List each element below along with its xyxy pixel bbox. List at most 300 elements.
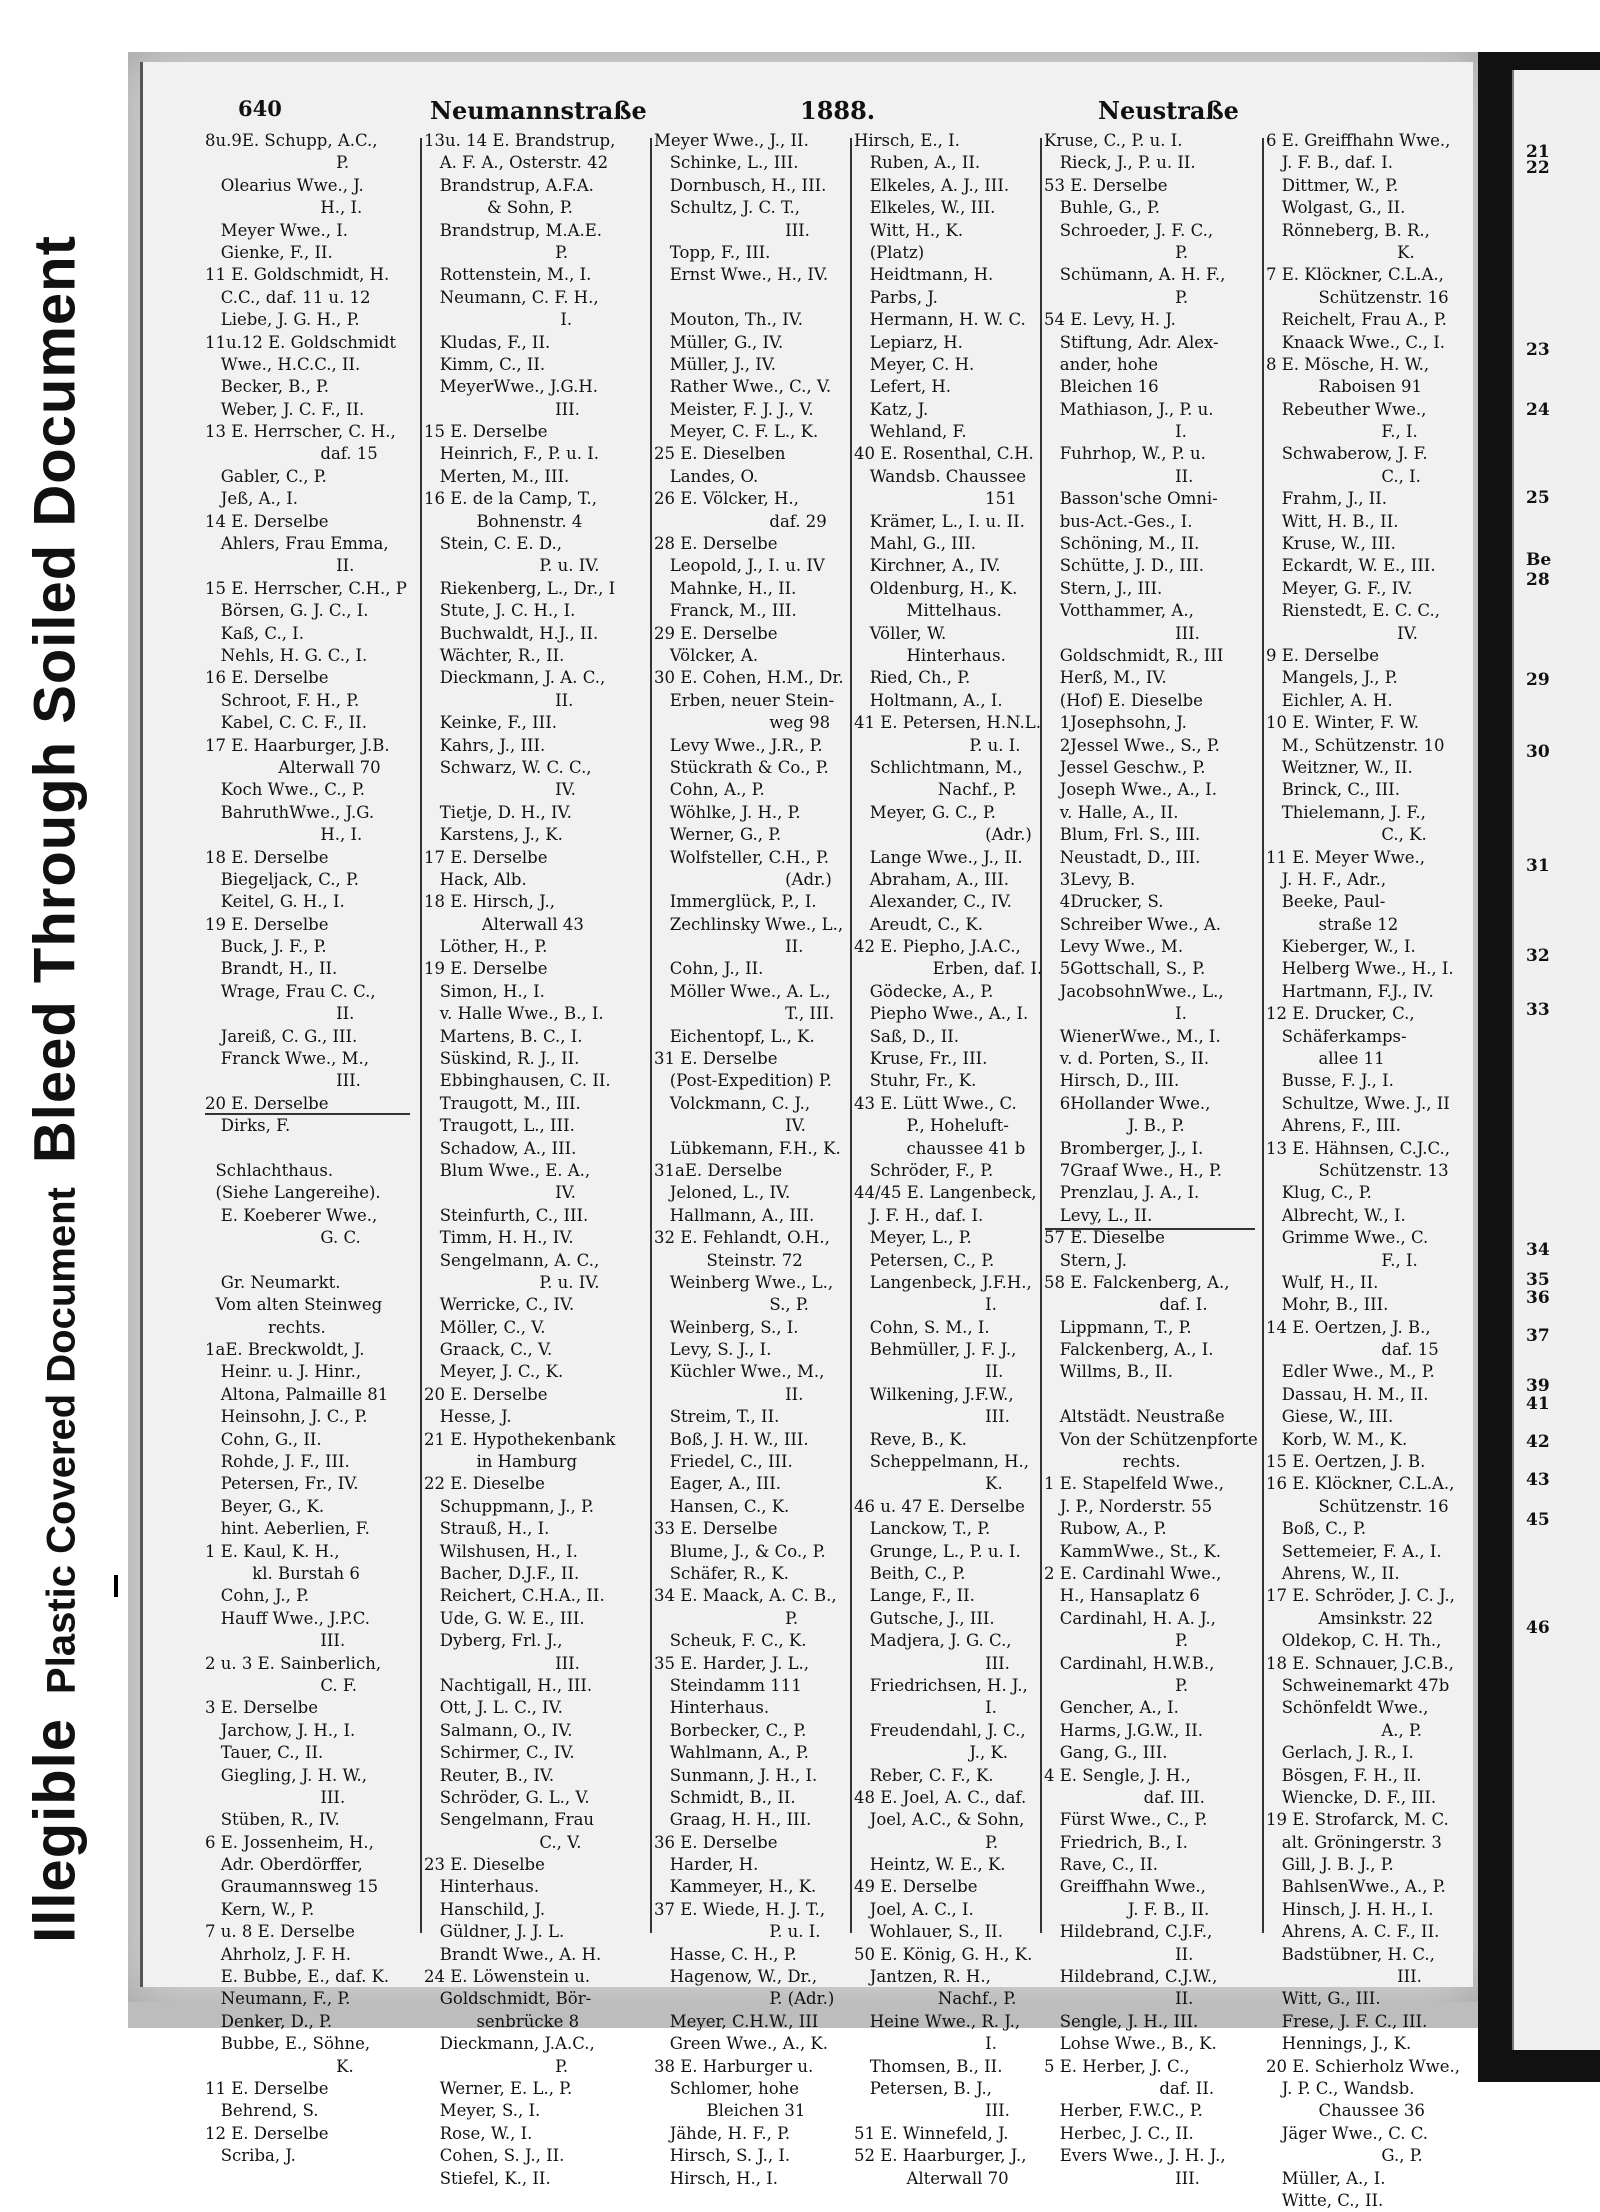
directory-entry: Schweinemarkt 47b bbox=[1266, 1675, 1450, 1695]
directory-entry: 16 E. Klöckner, C.L.A., bbox=[1266, 1474, 1455, 1494]
directory-entry: Holtmann, A., I. bbox=[854, 690, 1003, 710]
directory-entry: Schäfer, R., K. bbox=[654, 1564, 789, 1583]
directory-entry: Meyer, S., I. bbox=[424, 2101, 541, 2121]
directory-entry: Ahrens, W., II. bbox=[1266, 1564, 1400, 1583]
directory-entry: 18 E. Derselbe bbox=[205, 847, 329, 867]
directory-entry: Schlachthaus. bbox=[205, 1160, 334, 1180]
directory-entry: Rave, C., II. bbox=[1044, 1855, 1159, 1875]
directory-entry: Kieberger, W., I. bbox=[1266, 937, 1416, 957]
directory-entry: Löther, H., P. bbox=[424, 937, 548, 957]
directory-entry: II. bbox=[424, 690, 574, 710]
directory-entry: Krämer, L., I. u. II. bbox=[854, 511, 1025, 531]
directory-entry: Jähde, H. F., P. bbox=[654, 2123, 791, 2143]
directory-entry: 4 E. Sengle, J. H., bbox=[1044, 1765, 1191, 1785]
directory-entry: Joel, A. C., I. bbox=[854, 1899, 974, 1919]
directory-entry: H., Hansaplatz 6 bbox=[1044, 1586, 1200, 1606]
directory-entry: Petersen, Fr., IV. bbox=[205, 1474, 359, 1494]
directory-entry: 2Jessel Wwe., S., P. bbox=[1044, 735, 1220, 755]
directory-entry: Heidtmann, H. bbox=[854, 265, 994, 285]
directory-entry: Schirmer, C., IV. bbox=[424, 1743, 575, 1763]
directory-entry: Hinterhaus. bbox=[654, 1698, 770, 1718]
directory-entry: Ude, G. W. E., III. bbox=[424, 1608, 585, 1628]
directory-entry: Kirchner, A., IV. bbox=[854, 556, 1001, 576]
directory-entry: 12 E. Drucker, C., bbox=[1266, 1004, 1415, 1024]
directory-entry: Meyer, C. H. bbox=[854, 354, 975, 374]
directory-entry: Goldschmidt, Bör- bbox=[424, 1989, 592, 2009]
directory-entry: hint. Aeberlien, F. bbox=[205, 1519, 370, 1539]
directory-entry: Cohn, J., II. bbox=[654, 959, 764, 979]
directory-entry: Alexander, C., IV. bbox=[854, 892, 1012, 912]
directory-entry: Werner, G., P. bbox=[654, 825, 782, 845]
directory-entry: Lefert, H. bbox=[854, 377, 951, 397]
adjacent-page-number: 37 bbox=[1526, 1326, 1550, 1346]
directory-entry: Steindamm 111 bbox=[654, 1675, 802, 1695]
directory-entry: daf. 29 bbox=[654, 511, 827, 531]
directory-entry: I. bbox=[424, 310, 573, 330]
directory-entry: 3 E. Derselbe bbox=[205, 1698, 318, 1718]
directory-entry: Gutsche, J., III. bbox=[854, 1608, 995, 1628]
directory-entry: Langenbeck, J.F.H., bbox=[854, 1272, 1032, 1292]
directory-entry: Dieckmann, J. A. C., bbox=[424, 668, 606, 688]
directory-entry: Hirsch, S. J., I. bbox=[654, 2146, 791, 2166]
directory-entry: Gr. Neumarkt. bbox=[205, 1272, 341, 1292]
directory-entry: Denker, D., P. bbox=[205, 2011, 333, 2031]
directory-entry: Schöning, M., II. bbox=[1044, 534, 1200, 554]
directory-entry: Jareiß, C. G., III. bbox=[205, 1026, 358, 1046]
directory-entry: Herß, M., IV. bbox=[1044, 668, 1167, 688]
directory-entry: Oldenburg, H., K. bbox=[854, 578, 1018, 598]
illegible-label: Illegible bbox=[22, 1717, 88, 1943]
directory-entry: Madjera, J. G. C., bbox=[854, 1631, 1012, 1651]
directory-entry: C.C., daf. 11 u. 12 bbox=[205, 287, 371, 307]
directory-entry: Bösgen, F. H., II. bbox=[1266, 1765, 1422, 1785]
adjacent-page-number: 34 bbox=[1526, 1240, 1550, 1260]
directory-entry: Harder, H. bbox=[654, 1855, 759, 1875]
directory-entry: Wrage, Frau C. C., bbox=[205, 981, 376, 1001]
directory-entry: Frese, J. F. C., III. bbox=[1266, 2011, 1428, 2031]
directory-entry: Heinsohn, J. C., P. bbox=[205, 1407, 368, 1427]
directory-entry: Cohn, A., P. bbox=[654, 780, 765, 800]
directory-entry: Tietje, D. H., IV. bbox=[424, 802, 572, 822]
directory-entry: Martens, B. C., I. bbox=[424, 1026, 583, 1046]
directory-entry: 5Gottschall, S., P. bbox=[1044, 959, 1206, 979]
directory-entry: III. bbox=[424, 399, 580, 419]
directory-entry: Vom alten Steinweg bbox=[205, 1295, 383, 1315]
directory-entry: Simon, H., I. bbox=[424, 981, 545, 1001]
adjacent-page-number: 29 bbox=[1526, 670, 1550, 690]
directory-entry: Stute, J. C. H., I. bbox=[424, 601, 576, 621]
directory-entry: Beith, C., P. bbox=[854, 1564, 966, 1583]
directory-entry: WienerWwe., M., I. bbox=[1044, 1026, 1221, 1046]
directory-entry: J. H. F., Adr., bbox=[1266, 869, 1387, 889]
directory-entry: 8u.9E. Schupp, A.C., bbox=[205, 131, 378, 150]
directory-entry: Lohse Wwe., B., K. bbox=[1044, 2034, 1217, 2054]
directory-entry: 20 E. Derselbe bbox=[205, 1093, 329, 1113]
year-heading: 1888. bbox=[800, 96, 876, 125]
directory-entry: Schultze, Wwe. J., II bbox=[1266, 1093, 1450, 1113]
directory-entry: Wehland, F. bbox=[854, 422, 967, 442]
directory-entry: (Platz) bbox=[854, 242, 925, 262]
directory-entry: Graumannsweg 15 bbox=[205, 1877, 379, 1897]
directory-entry: Stern, J. bbox=[1044, 1250, 1128, 1270]
directory-entry: Nachtigall, H., III. bbox=[424, 1675, 593, 1695]
directory-entry: Piepho Wwe., A., I. bbox=[854, 1004, 1029, 1024]
directory-entry: Steinfurth, C., III. bbox=[424, 1205, 589, 1225]
directory-entry: Bromberger, J., I. bbox=[1044, 1138, 1204, 1158]
directory-entry: E. Koeberer Wwe., bbox=[205, 1205, 378, 1225]
directory-entry: Schinke, L., III. bbox=[654, 153, 799, 173]
directory-entry: Mouton, Th., IV. bbox=[654, 310, 804, 330]
directory-entry: Mathiason, J., P. u. bbox=[1044, 399, 1214, 419]
directory-entry: 13 E. Hähnsen, C.J.C., bbox=[1266, 1138, 1450, 1158]
directory-entry: Sengelmann, Frau bbox=[424, 1810, 595, 1830]
directory-entry: Stückrath & Co., P. bbox=[654, 757, 829, 777]
directory-entry: 11 E. Meyer Wwe., bbox=[1266, 847, 1425, 867]
directory-entry: P. bbox=[1044, 242, 1189, 262]
directory-entry: Erben, daf. I. bbox=[854, 959, 1043, 979]
directory-entry: J. P., Norderstr. 55 bbox=[1044, 1496, 1213, 1516]
directory-entry: Schultz, J. C. T., bbox=[654, 198, 801, 218]
directory-entry: Schützenstr. 16 bbox=[1266, 287, 1449, 307]
directory-entry: Wilshusen, H., I. bbox=[424, 1541, 578, 1561]
directory-entry: Buhle, G., P. bbox=[1044, 198, 1160, 218]
directory-entry: 30 E. Cohen, H.M., Dr. bbox=[654, 668, 844, 688]
directory-entry: Jeloned, L., IV. bbox=[654, 1183, 791, 1203]
directory-entry: Rather Wwe., C., V. bbox=[654, 377, 832, 397]
directory-entry: Olearius Wwe., J. bbox=[205, 175, 364, 195]
directory-entry: 5 E. Herber, J. C., bbox=[1044, 2056, 1190, 2076]
directory-entry: Güldner, J. J. L. bbox=[424, 1922, 565, 1942]
directory-entry: Reichelt, Frau A., P. bbox=[1266, 310, 1447, 330]
directory-entry: Schadow, A., III. bbox=[424, 1138, 577, 1158]
directory-entry: Buchwaldt, H.J., II. bbox=[424, 623, 599, 643]
directory-entry: Willms, B., II. bbox=[1044, 1362, 1173, 1382]
directory-entry: Rottenstein, M., I. bbox=[424, 265, 592, 285]
directory-entry: daf. 15 bbox=[205, 444, 378, 464]
directory-entry: 4Drucker, S. bbox=[1044, 892, 1164, 912]
directory-entry: Ernst Wwe., H., IV. bbox=[654, 265, 829, 285]
directory-entry: Ahrens, F., III. bbox=[1266, 1116, 1401, 1136]
directory-entry: Heine Wwe., R. J., bbox=[854, 2011, 1021, 2031]
directory-entry: Raboisen 91 bbox=[1266, 377, 1422, 397]
directory-entry: 6Hollander Wwe., bbox=[1044, 1093, 1211, 1113]
directory-entry: senbrücke 8 bbox=[424, 2011, 580, 2031]
directory-entry: Gang, G., III. bbox=[1044, 1743, 1168, 1763]
directory-entry: 14 E. Oertzen, J. B., bbox=[1266, 1317, 1431, 1337]
directory-entry: Borbecker, C., P. bbox=[654, 1720, 807, 1740]
adjacent-page-number: 43 bbox=[1526, 1470, 1550, 1490]
directory-entry: K. bbox=[1266, 242, 1415, 262]
directory-entry: Wilkening, J.F.W., bbox=[854, 1384, 1014, 1404]
directory-entry: Hasse, C. H., P. bbox=[654, 1944, 797, 1964]
directory-entry: Cohn, J., P. bbox=[205, 1586, 310, 1606]
directory-entry: Basson'sche Omni- bbox=[1044, 489, 1218, 509]
directory-entry: 33 E. Derselbe bbox=[654, 1519, 778, 1539]
directory-entry: Wolgast, G., II. bbox=[1266, 198, 1406, 218]
directory-entry: Boß, C., P. bbox=[1266, 1519, 1367, 1539]
directory-entry: Schreiber Wwe., A. bbox=[1044, 914, 1222, 934]
adjacent-page-number: 24 bbox=[1526, 400, 1550, 420]
directory-entry: Volckmann, C. J., bbox=[654, 1093, 811, 1113]
directory-entry: Gill, J. B. J., P. bbox=[1266, 1855, 1394, 1875]
directory-entry: Schütte, J. D., III. bbox=[1044, 556, 1205, 576]
directory-entry: 15 E. Herrscher, C.H., P bbox=[205, 578, 407, 598]
directory-entry: Ahlers, Frau Emma, bbox=[205, 534, 389, 554]
directory-entry: MeyerWwe., J.G.H. bbox=[424, 377, 598, 397]
directory-entry: J., K. bbox=[854, 1743, 1009, 1763]
directory-entry: Buck, J. F., P. bbox=[205, 937, 327, 957]
directory-entry: Blum, Frl. S., III. bbox=[1044, 825, 1201, 845]
directory-entry: 34 E. Maack, A. C. B., bbox=[654, 1586, 837, 1606]
directory-entry: Bleichen 16 bbox=[1044, 377, 1159, 397]
directory-entry: 49 E. Derselbe bbox=[854, 1877, 978, 1897]
directory-entry: A. F. A., Osterstr. 42 bbox=[424, 153, 609, 173]
directory-entry: Schuppmann, J., P. bbox=[424, 1496, 594, 1516]
directory-entry bbox=[205, 1138, 407, 1160]
directory-entry: Karstens, J., K. bbox=[424, 825, 563, 845]
directory-entry: 48 E. Joel, A. C., daf. bbox=[854, 1787, 1027, 1807]
directory-entry: Hinterhaus. bbox=[424, 1877, 540, 1897]
adjacent-page-number: Be bbox=[1526, 550, 1552, 570]
directory-entry: Sengelmann, A. C., bbox=[424, 1250, 600, 1270]
directory-entry: Heintz, W. E., K. bbox=[854, 1855, 1006, 1875]
directory-entry: Reve, B., K. bbox=[854, 1429, 967, 1449]
directory-entry: Witt, G., III. bbox=[1266, 1989, 1381, 2009]
directory-entry: Stiefel, K., II. bbox=[424, 2168, 551, 2188]
directory-entry: Korb, W. M., K. bbox=[1266, 1429, 1408, 1449]
directory-entry: E. Bubbe, E., daf. K. bbox=[205, 1967, 390, 1987]
directory-entry: Riekenberg, L., Dr., I bbox=[424, 578, 616, 598]
directory-entry: M., Schützenstr. 10 bbox=[1266, 735, 1445, 755]
directory-entry: weg 98 bbox=[654, 713, 831, 733]
directory-entry: BahruthWwe., J.G. bbox=[205, 802, 375, 822]
directory-entry: Herbec, J. C., II. bbox=[1044, 2123, 1194, 2143]
directory-entry: T., III. bbox=[654, 1004, 835, 1024]
side-label bbox=[0, 0, 110, 2177]
directory-entry: Wächter, R., II. bbox=[424, 645, 565, 665]
directory-entry: 7Graaf Wwe., H., P. bbox=[1044, 1160, 1223, 1180]
directory-entry: bus-Act.-Ges., I. bbox=[1044, 511, 1193, 531]
directory-entry: 54 E. Levy, H. J. bbox=[1044, 310, 1176, 330]
directory-entry: Stiftung, Adr. Alex- bbox=[1044, 332, 1219, 352]
column-5 bbox=[1044, 130, 1258, 2190]
directory-entry: 26 E. Völcker, H., bbox=[654, 489, 799, 509]
directory-entry: 7 u. 8 E. Derselbe bbox=[205, 1922, 355, 1942]
directory-entry: Schröder, F., P. bbox=[854, 1160, 994, 1180]
directory-entry: I. bbox=[854, 2034, 997, 2054]
directory-entry: Prenzlau, J. A., I. bbox=[1044, 1183, 1200, 1203]
directory-entry: 13u. 14 E. Brandstrup, bbox=[424, 131, 616, 150]
directory-entry: Jarchow, J. H., I. bbox=[205, 1720, 356, 1740]
directory-entry: III. bbox=[1044, 2168, 1200, 2188]
directory-entry: Lanckow, T., P. bbox=[854, 1519, 991, 1539]
directory-entry: Mohr, B., III. bbox=[1266, 1295, 1389, 1315]
directory-entry: 17 E. Derselbe bbox=[424, 847, 548, 867]
directory-entry: Nachf., P. bbox=[854, 780, 1017, 800]
directory-entry: Sengle, J. H., III. bbox=[1044, 2011, 1199, 2031]
directory-entry: Rose, W., I. bbox=[424, 2123, 533, 2143]
directory-entry: I. bbox=[1044, 1004, 1187, 1024]
directory-entry: Meyer Wwe., I. bbox=[205, 220, 348, 240]
directory-entry: III. bbox=[1266, 1967, 1422, 1987]
directory-entry: (Post-Expedition) P. bbox=[654, 1071, 832, 1091]
directory-entry: 42 E. Piepho, J.A.C., bbox=[854, 937, 1021, 957]
directory-entry: Cardinahl, H.W.B., bbox=[1044, 1653, 1215, 1673]
directory-entry: Landes, O. bbox=[654, 466, 759, 486]
directory-entry: III. bbox=[205, 1631, 346, 1651]
directory-entry: Lange, F., II. bbox=[854, 1586, 975, 1606]
directory-entry: Edler Wwe., M., P. bbox=[1266, 1362, 1435, 1382]
directory-entry: Levy Wwe., J.R., P. bbox=[654, 735, 823, 755]
directory-entry: Liebe, J. G. H., P. bbox=[205, 310, 360, 330]
directory-entry: P. bbox=[1044, 1631, 1189, 1651]
directory-entry: III. bbox=[1044, 623, 1200, 643]
directory-entry: P. u. I. bbox=[854, 735, 1021, 755]
directory-entry: Altstädt. Neustraße bbox=[1044, 1407, 1225, 1427]
directory-entry: 20 E. Schierholz Wwe., bbox=[1266, 2056, 1460, 2076]
directory-entry: Kruse, W., III. bbox=[1266, 534, 1396, 554]
directory-entry: Ruben, A., II. bbox=[854, 153, 981, 173]
directory-entry: I. bbox=[1044, 422, 1187, 442]
directory-entry: Petersen, B. J., bbox=[854, 2078, 992, 2098]
directory-entry: Wulf, H., II. bbox=[1266, 1272, 1379, 1292]
directory-entry: Süskind, R. J., II. bbox=[424, 1049, 580, 1069]
directory-entry: Lübkemann, F.H., K. bbox=[654, 1138, 841, 1158]
directory-entry: Schlomer, hohe bbox=[654, 2078, 800, 2098]
directory-entry: Saß, D., II. bbox=[854, 1026, 960, 1046]
directory-entry: III. bbox=[854, 1653, 1010, 1673]
adjacent-page-number: 45 bbox=[1526, 1510, 1550, 1530]
directory-entry: daf. I. bbox=[1044, 1295, 1208, 1315]
directory-entry: Bacher, D.J.F., II. bbox=[424, 1564, 580, 1583]
directory-entry: Eichentopf, L., K. bbox=[654, 1026, 815, 1046]
directory-entry: Busse, F. J., I. bbox=[1266, 1071, 1394, 1091]
directory-entry: Fürst Wwe., C., P. bbox=[1044, 1810, 1208, 1830]
column-4 bbox=[854, 130, 1042, 2190]
directory-entry: Hirsch, H., I. bbox=[654, 2168, 778, 2188]
adjacent-page-number: 22 bbox=[1526, 158, 1550, 178]
directory-entry: Hennings, J., K. bbox=[1266, 2034, 1412, 2054]
directory-entry: Gienke, F., II. bbox=[205, 242, 333, 262]
directory-entry: Freudendahl, J. C., bbox=[854, 1720, 1026, 1740]
directory-entry: Küchler Wwe., M., bbox=[654, 1362, 825, 1382]
directory-entry: Oldekop, C. H. Th., bbox=[1266, 1631, 1442, 1651]
directory-entry: II. bbox=[205, 556, 355, 576]
directory-entry: C., K. bbox=[1266, 825, 1427, 845]
directory-entry: Leopold, J., I. u. IV bbox=[654, 556, 825, 576]
directory-entry: 25 E. Dieselben bbox=[654, 444, 786, 464]
directory-entry: II. bbox=[1044, 1944, 1194, 1964]
directory-entry: H., I. bbox=[205, 198, 363, 218]
directory-entry: III. bbox=[854, 1407, 1010, 1427]
directory-entry: Wandsb. Chaussee bbox=[854, 466, 1026, 486]
directory-entry: Traugott, M., III. bbox=[424, 1093, 581, 1113]
directory-entry: Neustadt, D., III. bbox=[1044, 847, 1201, 867]
directory-entry: Schroeder, J. F. C., bbox=[1044, 220, 1214, 240]
directory-entry: P. bbox=[654, 1608, 799, 1628]
directory-entry: 6 E. Jossenheim, H., bbox=[205, 1832, 374, 1852]
directory-entry: Weinberg Wwe., L., bbox=[654, 1272, 834, 1292]
directory-entry: JacobsohnWwe., L., bbox=[1044, 981, 1224, 1001]
directory-entry: (Hof) E. Dieselbe bbox=[1044, 690, 1203, 710]
directory-entry: Hack, Alb. bbox=[424, 869, 527, 889]
directory-entry: Müller, G., IV. bbox=[654, 332, 784, 352]
directory-entry: Katz, J. bbox=[854, 399, 929, 419]
directory-entry: Friedrich, B., I. bbox=[1044, 1832, 1188, 1852]
directory-entry: Möller, C., V. bbox=[424, 1317, 546, 1337]
directory-entry: Stuhr, Fr., K. bbox=[854, 1071, 977, 1091]
directory-entry: rechts. bbox=[1044, 1452, 1181, 1472]
directory-entry: Reuter, B., IV. bbox=[424, 1765, 555, 1785]
directory-entry: Streim, T., II. bbox=[654, 1407, 780, 1427]
directory-entry: Cohn, G., II. bbox=[205, 1429, 322, 1449]
adjacent-page-number: 36 bbox=[1526, 1288, 1550, 1308]
directory-entry: Rohde, J. F., III. bbox=[205, 1452, 350, 1472]
directory-entry: Alterwall 70 bbox=[854, 2168, 1009, 2188]
directory-entry: 9 E. Derselbe bbox=[1266, 645, 1379, 665]
directory-entry: 53 E. Derselbe bbox=[1044, 175, 1168, 195]
directory-entry: 3Levy, B. bbox=[1044, 869, 1136, 889]
directory-entry: Amsinkstr. 22 bbox=[1266, 1608, 1434, 1628]
directory-entry: Bubbe, E., Söhne, bbox=[205, 2034, 371, 2054]
directory-entry: P. bbox=[854, 1832, 999, 1852]
directory-entry: Settemeier, F. A., I. bbox=[1266, 1541, 1442, 1561]
directory-entry: Topp, F., III. bbox=[654, 242, 771, 262]
directory-entry: Scheuk, F. C., K. bbox=[654, 1631, 807, 1651]
directory-entry: Schröder, G. L., V. bbox=[424, 1787, 590, 1807]
directory-entry: Hinsch, J. H. H., I. bbox=[1266, 1899, 1434, 1919]
directory-entry: J. F. B., daf. I. bbox=[1266, 153, 1393, 173]
directory-entry: I. bbox=[854, 1295, 997, 1315]
directory-entry: J. F. B., II. bbox=[1044, 1899, 1210, 1919]
directory-entry: Chaussee 36 bbox=[1266, 2101, 1425, 2121]
directory-entry: Kern, W., P. bbox=[205, 1899, 315, 1919]
directory-entry: Behrend, S. bbox=[205, 2101, 319, 2121]
directory-entry: Brandt Wwe., A. H. bbox=[424, 1944, 602, 1964]
directory-entry: 29 E. Derselbe bbox=[654, 623, 778, 643]
directory-entry: v. Halle, A., II. bbox=[1044, 802, 1179, 822]
directory-entry: Erben, neuer Stein- bbox=[654, 690, 835, 710]
directory-entry: F., I. bbox=[1266, 422, 1418, 442]
directory-entry: Dyberg, Frl. J., bbox=[424, 1631, 563, 1651]
directory-entry: Brandt, H., II. bbox=[205, 959, 338, 979]
directory-entry: Goldschmidt, R., III bbox=[1044, 645, 1224, 665]
directory-entry: Hallmann, A., III. bbox=[654, 1205, 815, 1225]
directory-entry: Hirsch, E., I. bbox=[854, 131, 960, 150]
directory-entry: 19 E. Derselbe bbox=[424, 959, 548, 979]
column-rule bbox=[420, 138, 422, 1933]
directory-entry bbox=[654, 287, 844, 309]
directory-entry: 8 E. Mösche, H. W., bbox=[1266, 354, 1430, 374]
directory-entry: 57 E. Dieselbe bbox=[1044, 1228, 1165, 1248]
directory-entry: Mahnke, H., II. bbox=[654, 578, 797, 598]
directory-entry: Gencher, A., I. bbox=[1044, 1698, 1179, 1718]
directory-entry: Kabel, C. C. F., II. bbox=[205, 713, 367, 733]
directory-entry: IV. bbox=[1266, 623, 1418, 643]
directory-entry: Joseph Wwe., A., I. bbox=[1044, 780, 1217, 800]
directory-entry: Votthammer, A., bbox=[1044, 601, 1194, 621]
bleed-through-label: Bleed Through Soiled Document bbox=[22, 234, 88, 1163]
directory-entry: III. bbox=[854, 2101, 1010, 2121]
column-1 bbox=[205, 130, 407, 2168]
directory-entry: Dieckmann, J.A.C., bbox=[424, 2034, 595, 2054]
directory-entry: Meyer, C.H.W., III bbox=[654, 2011, 819, 2031]
directory-entry: Meyer Wwe., J., II. bbox=[654, 131, 809, 150]
directory-entry: 6 E. Greiffhahn Wwe., bbox=[1266, 131, 1451, 150]
directory-entry: Lange Wwe., J., II. bbox=[854, 847, 1023, 867]
directory-entry: Wöhlke, J. H., P. bbox=[654, 802, 801, 822]
directory-entry: Sunmann, J. H., I. bbox=[654, 1765, 818, 1785]
